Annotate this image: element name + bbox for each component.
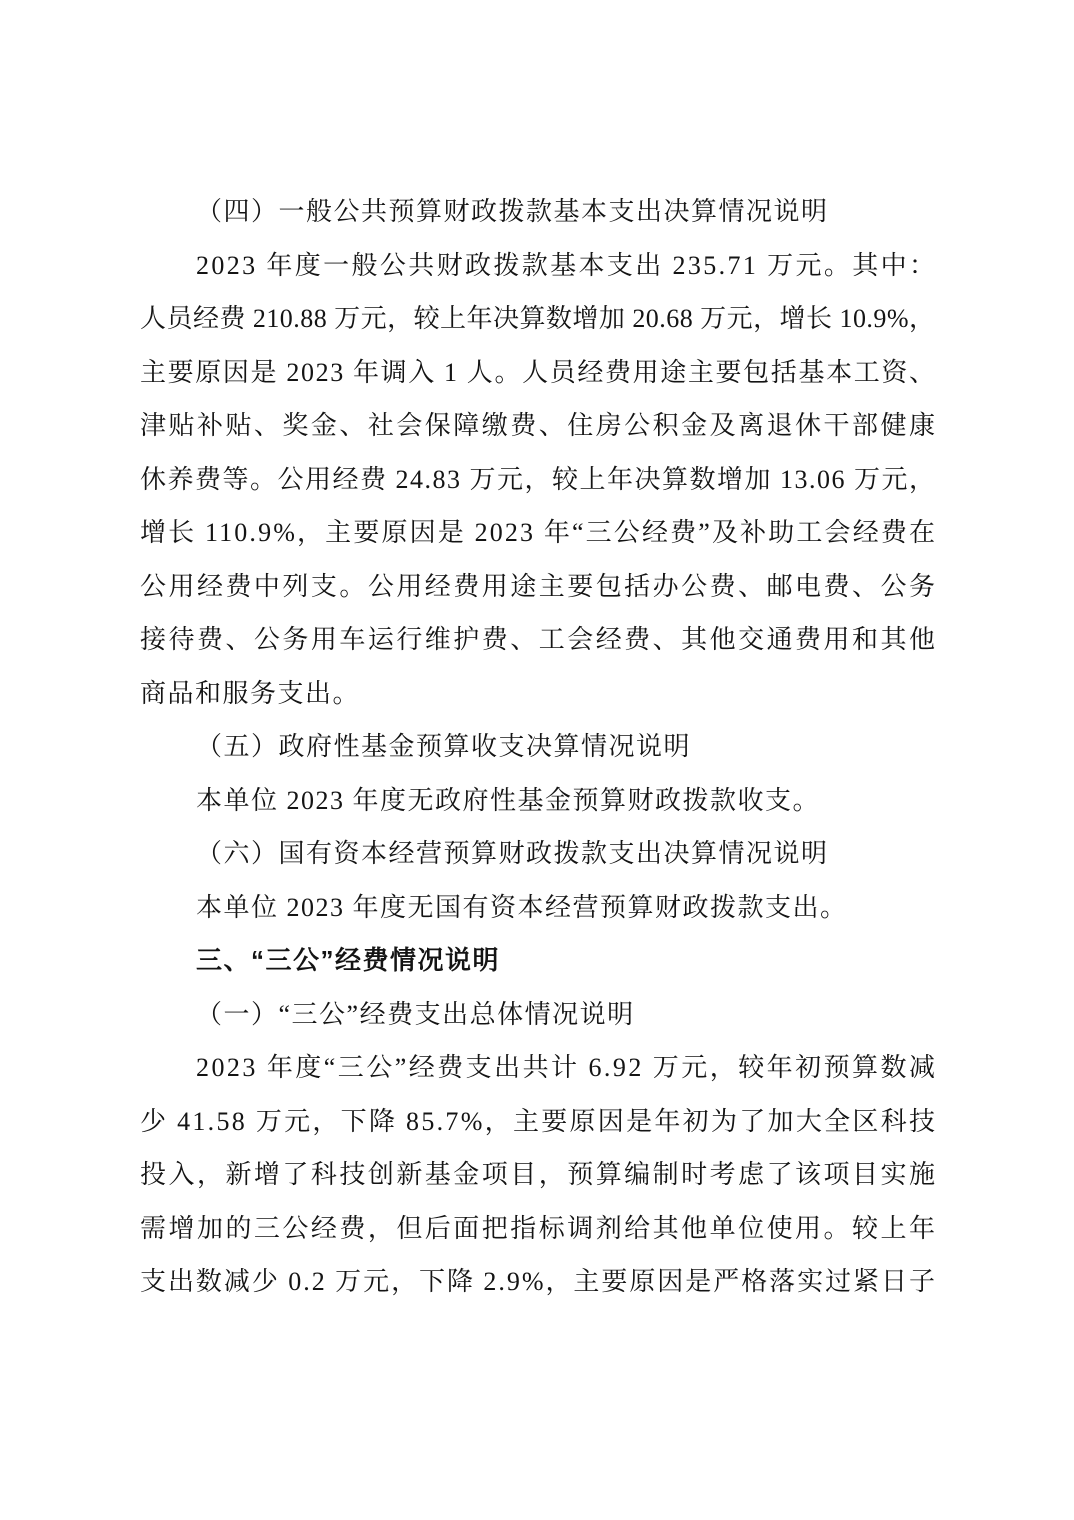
paragraph-text: 需增加的三公经费，但后面把指标调剂给其他单位使用。较上年	[140, 1213, 938, 1243]
paragraph-text: 公用经费中列支。公用经费用途主要包括办公费、邮电费、公务	[140, 571, 938, 601]
paragraph-text: 商品和服务支出。	[140, 678, 361, 708]
paragraph-line	[140, 346, 935, 400]
paragraph-line	[140, 667, 935, 721]
paragraph-line	[140, 1202, 938, 1256]
paragraph-line	[140, 399, 938, 453]
paragraph-line	[140, 1148, 938, 1202]
paragraph-text: 2023 年度一般公共财政拨款基本支出 235.71 万元。其中：	[196, 250, 938, 280]
section-title-text: 三、“三公”经费情况说明	[196, 945, 501, 975]
paragraph-text: 本单位 2023 年度无政府性基金预算财政拨款收支。	[196, 785, 821, 815]
document-page	[140, 185, 938, 1309]
paragraph-text: 休养费等。公用经费 24.83 万元，较上年决算数增加 13.06 万元，	[140, 464, 937, 494]
paragraph-line	[140, 292, 935, 346]
heading-text: （一）“三公”经费支出总体情况说明	[196, 999, 635, 1029]
heading-section-4	[196, 185, 935, 239]
paragraph-line	[140, 506, 938, 560]
paragraph-text: 本单位 2023 年度无国有资本经营预算财政拨款支出。	[196, 892, 848, 922]
paragraph-line	[140, 613, 938, 667]
heading-text: （六）国有资本经营预算财政拨款支出决算情况说明	[196, 839, 829, 868]
paragraph-line	[140, 1255, 935, 1309]
paragraph-text: 津贴补贴、奖金、社会保障缴费、住房公积金及离退休干部健康	[140, 411, 938, 440]
paragraph-text: 人员经费 210.88 万元，较上年决算数增加 20.68 万元，增长 10.9%，	[140, 304, 936, 333]
paragraph-text: 2023 年度“三公”经费支出共计 6.92 万元，较年初预算数减	[196, 1053, 938, 1082]
paragraph-line	[196, 774, 935, 828]
paragraph-text: 少 41.58 万元，下降 85.7%，主要原因是年初为了加大全区科技	[140, 1106, 938, 1136]
paragraph-line	[140, 1095, 938, 1149]
paragraph-line	[196, 881, 935, 935]
paragraph-line	[196, 1041, 938, 1095]
paragraph-text: 主要原因是 2023 年调入 1 人。人员经费用途主要包括基本工资、	[140, 357, 937, 387]
paragraph-text: 支出数减少 0.2 万元，下降 2.9%，主要原因是严格落实过紧日子	[140, 1267, 937, 1296]
section-3-title	[196, 934, 935, 988]
paragraph-text: 接待费、公务用车运行维护费、工会经费、其他交通费用和其他	[140, 625, 938, 654]
heading-text: （五）政府性基金预算收支决算情况说明	[196, 732, 692, 761]
paragraph-line	[196, 239, 938, 293]
paragraph-text: 投入，新增了科技创新基金项目，预算编制时考虑了该项目实施	[140, 1160, 938, 1189]
paragraph-line	[140, 560, 938, 614]
paragraph-line	[140, 453, 935, 507]
paragraph-text: 增长 110.9%，主要原因是 2023 年“三公经费”及补助工会经费在	[140, 518, 938, 547]
heading-text: （四）一般公共预算财政拨款基本支出决算情况说明	[196, 197, 829, 226]
heading-section-3-1	[196, 988, 935, 1042]
heading-section-6	[196, 827, 935, 881]
heading-section-5	[196, 720, 935, 774]
